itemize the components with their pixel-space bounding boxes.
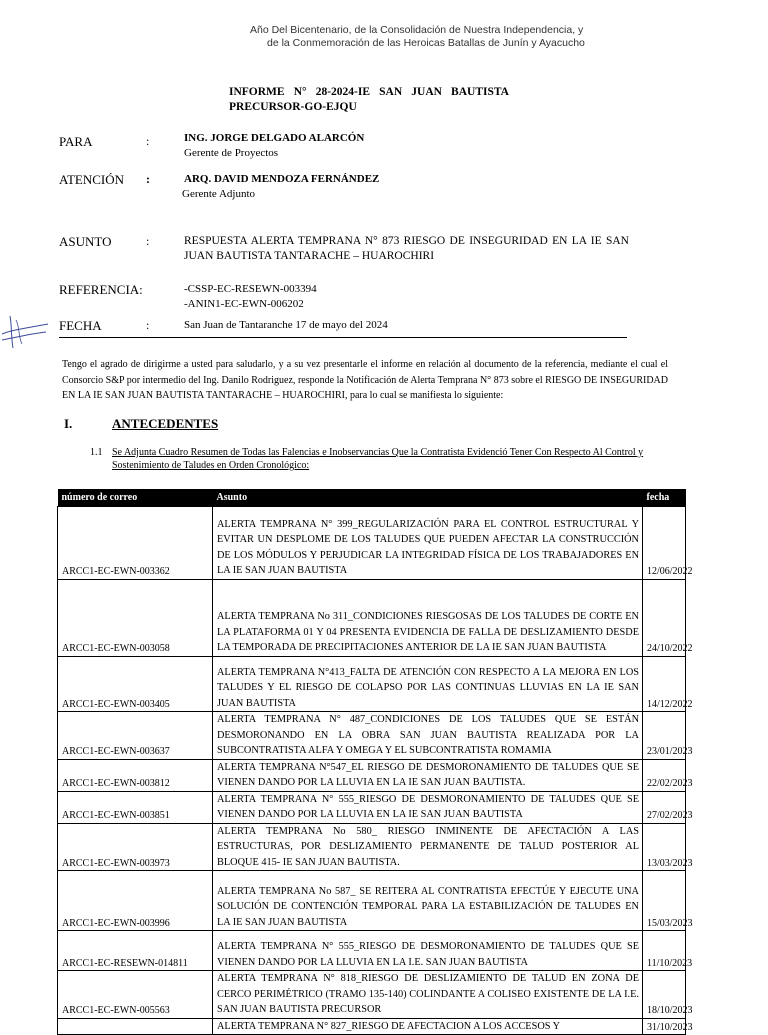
cell-asunto: ALERTA TEMPRANA N° 555_RIESGO DE DESMORONAMIENTO DE TALUDES QUE SE VIENEN DANDO POR LA LLUVIA EN LA IE SAN JUAN BAUTISTA [213, 791, 643, 823]
table-row [58, 931, 686, 971]
para-label: PARA [59, 134, 93, 149]
subsection-text: Se Adjunta Cuadro Resumen de Todas las Falencias e Inobservancias Que la Contratista Evidenció Tener Con Respecto Al Control y Sostenimiento de Taludes en Orden Cronológico: [112, 447, 644, 471]
cell-asunto: ALERTA TEMPRANA No 587_ SE REITERA AL CONTRATISTA EFECTÚE Y EJECUTE UNA SOLUCIÓN DE CONTENCIÓN TEMPORAL PARA LA ESTABILIZACIÓN DE TALUDES EN LA IE SAN JUAN BAUTISTA [213, 871, 643, 931]
atencion-name: ARQ. DAVID MENDOZA FERNÁNDEZ [184, 173, 380, 185]
atencion-colon: : [146, 172, 150, 186]
subsection-number: 1.1 [90, 447, 103, 458]
header-asunto: Asunto [213, 489, 643, 506]
table-row [58, 791, 686, 823]
title-word: 28-2024-IE [315, 86, 371, 98]
fecha-value: San Juan de Tantaranche 17 de mayo del 2024 [184, 319, 388, 331]
cell-fecha: 24/10/2022 [643, 579, 686, 656]
cell-asunto: ALERTA TEMPRANA N° 487_CONDICIONES DE LOS TALUDES QUE SE ESTÁN DESMORONANDO EN LA OBRA SAN JUAN BAUTISTA REALIZADA POR LA SUBCONTRATISTA ALFA Y OMEGA Y EL SUBCONTRATISTA ROMAMIA [213, 712, 643, 760]
motto-line-2: de la Conmemoración de las Heroicas Batallas de Junín y Ayacucho [267, 37, 585, 49]
para-name: ING. JORGE DELGADO ALARCÓN [184, 132, 365, 144]
cell-asunto: ALERTA TEMPRANA N° 818_RIESGO DE DESLIZAMIENTO DE TALUD EN ZONA DE CERCO PERIMÉTRICO (TRAMO 135-140) COLINDANTE A COLISEO EXISTENTE DE LA I.E. SAN JUAN BAUTISTA PRECURSOR [213, 971, 643, 1019]
table-row [58, 759, 686, 791]
table-row [58, 971, 686, 1019]
cell-fecha: 11/10/2023 [643, 931, 686, 971]
intro-paragraph: Tengo el agrado de dirigirme a usted para saludarlo, y a su vez presentarle el informe en relación al documento de la referencia, mediante el cual el Consorcio S&P por intermedio del Ing. Danilo Rodriguez, responde la Notificación de Alerta Temprana N° 873 sobre el RIESGO DE INSEGURIDAD EN LA IE SAN JUAN BAUTISTA TANTARACHE – HUAROCHIRI, para lo cual se manifiesta lo siguiente: [62, 359, 668, 401]
cell-fecha: 27/02/2023 [643, 791, 686, 823]
cell-correo: ARCC1-EC-RESEWN-014811 [58, 931, 213, 971]
cell-correo: ARCC1-EC-EWN-003637 [58, 712, 213, 760]
report-title [229, 85, 509, 115]
title-word: BAUTISTA [451, 86, 509, 98]
title-word: N° [293, 86, 307, 98]
signature-mark [0, 312, 50, 350]
fecha-row [59, 318, 628, 336]
table-row [58, 656, 686, 712]
atencion-role: Gerente Adjunto [182, 188, 256, 200]
fecha-label: FECHA [59, 318, 102, 333]
para-row [59, 131, 628, 163]
title-word: JUAN [411, 86, 442, 98]
table-row [58, 823, 686, 871]
table-row [58, 1018, 686, 1035]
cell-asunto: ALERTA TEMPRANA No 311_CONDICIONES RIESGOSAS DE LOS TALUDES DE CORTE EN LA PLATAFORMA 01 Y 04 PRESENTA EVIDENCIA DE FALLA DE DESLIZAMIENTO DESDE LA TEMPORADA DE PRECIPITACIONES ANTERIOR DE LA IE SAN JUAN BAUTISTA [213, 579, 643, 656]
para-colon: : [146, 134, 150, 148]
fecha-colon: : [146, 318, 150, 332]
cell-correo: ARCC1-EC-EWN-003812 [58, 759, 213, 791]
atencion-row [59, 172, 628, 204]
referencia-value [184, 282, 317, 312]
cell-correo: ARCC1-EC-EWN-003058 [58, 579, 213, 656]
alerts-table [57, 489, 693, 1035]
section-number: I. [64, 416, 73, 431]
cell-correo: ARCC1-EC-EWN-003996 [58, 871, 213, 931]
cell-fecha: 23/01/2023 [643, 712, 686, 760]
header-fecha: fecha [643, 489, 686, 506]
table-header-row [58, 489, 686, 506]
atencion-label: ATENCIÓN [59, 172, 124, 187]
cell-correo: ARCC1-EC-EWN-003973 [58, 823, 213, 871]
table-row [58, 871, 686, 931]
asunto-value: RESPUESTA ALERTA TEMPRANA N° 873 RIESGO DE INSEGURIDAD EN LA IE SAN JUAN BAUTISTA TANTARACHE – HUAROCHIRI [184, 235, 629, 262]
atencion-value [184, 172, 379, 202]
cell-asunto: ALERTA TEMPRANA N°547_EL RIESGO DE DESMORONAMIENTO DE TALUDES QUE SE VIENEN DANDO POR LA LLUVIA EN LA IE SAN JUAN BAUTISTA. [213, 759, 643, 791]
cell-correo: ARCC1-EC-EWN-005563 [58, 971, 213, 1019]
header-divider [59, 337, 627, 338]
cell-asunto: ALERTA TEMPRANA No 580_ RIESGO INMINENTE DE AFECTACIÓN A LAS ESTRUCTURAS, POR DESLIZAMIENTO PERMANENTE DE TALUD POSTERIOR AL BLOQUE 415- IE SAN JUAN BAUTISTA. [213, 823, 643, 871]
table-row [58, 712, 686, 760]
cell-asunto: ALERTA TEMPRANA N° 555_RIESGO DE DESMORONAMIENTO DE TALUDES QUE SE VIENEN DANDO POR LA LLUVIA EN LA I.E. SAN JUAN BAUTISTA [213, 931, 643, 971]
cell-asunto: ALERTA TEMPRANA N° 827_RIESGO DE AFECTACION A LOS ACCESOS Y [213, 1018, 643, 1035]
para-role: Gerente de Proyectos [184, 147, 279, 159]
cell-fecha: 14/12/2022 [643, 656, 686, 712]
header-correo: número de correo [58, 489, 213, 506]
title-word: INFORME [229, 86, 285, 98]
title-word: SAN [379, 86, 403, 98]
cell-fecha: 13/03/2023 [643, 823, 686, 871]
table-row [58, 506, 686, 579]
cell-asunto: ALERTA TEMPRANA N°413_FALTA DE ATENCIÓN CON RESPECTO A LA MEJORA EN LOS TALUDES Y EL RIESGO DE COLAPSO POR LAS CONTINUAS LLUVIAS EN LA IE SAN JUAN BAUTISTA [213, 656, 643, 712]
table-row [58, 579, 686, 656]
referencia-row [59, 282, 628, 314]
report-title-line-2: PRECURSOR-GO-EJQU [229, 101, 357, 113]
cell-correo [58, 1018, 213, 1035]
referencia-label: REFERENCIA: [59, 282, 143, 297]
section-title: ANTECEDENTES [112, 416, 219, 431]
header-motto [250, 24, 750, 50]
para-value [184, 131, 364, 161]
cell-fecha: 31/10/2023 [643, 1018, 686, 1035]
cell-correo: ARCC1-EC-EWN-003851 [58, 791, 213, 823]
cell-correo: ARCC1-EC-EWN-003362 [58, 506, 213, 579]
referencia-item-2: -ANIN1-EC-EWN-006202 [184, 298, 304, 310]
asunto-colon: : [146, 234, 150, 248]
motto-line-1: Año Del Bicentenario, de la Consolidación de Nuestra Independencia, y [250, 24, 584, 36]
cell-fecha: 15/03/2023 [643, 871, 686, 931]
cell-fecha: 12/06/2022 [643, 506, 686, 579]
cell-fecha: 22/02/2023 [643, 759, 686, 791]
cell-correo: ARCC1-EC-EWN-003405 [58, 656, 213, 712]
asunto-label: ASUNTO [59, 234, 112, 249]
cell-asunto: ALERTA TEMPRANA N° 399_REGULARIZACIÓN PARA EL CONTROL ESTRUCTURAL Y EVITAR UN DESPLOME DE LOS TALUDES QUE PUEDEN AFECTAR LA CONSTRUCCIÓN DE LOS MÓDULOS Y PERJUDICAR LA INTEGRIDAD FÍSICA DE LOS TRABAJADORES EN LA IE SAN JUAN BAUTISTA [213, 506, 643, 579]
asunto-row [59, 234, 628, 266]
report-title-line-1 [229, 85, 509, 100]
referencia-item-1: -CSSP-EC-RESEWN-003394 [184, 283, 317, 295]
cell-fecha: 18/10/2023 [643, 971, 686, 1019]
